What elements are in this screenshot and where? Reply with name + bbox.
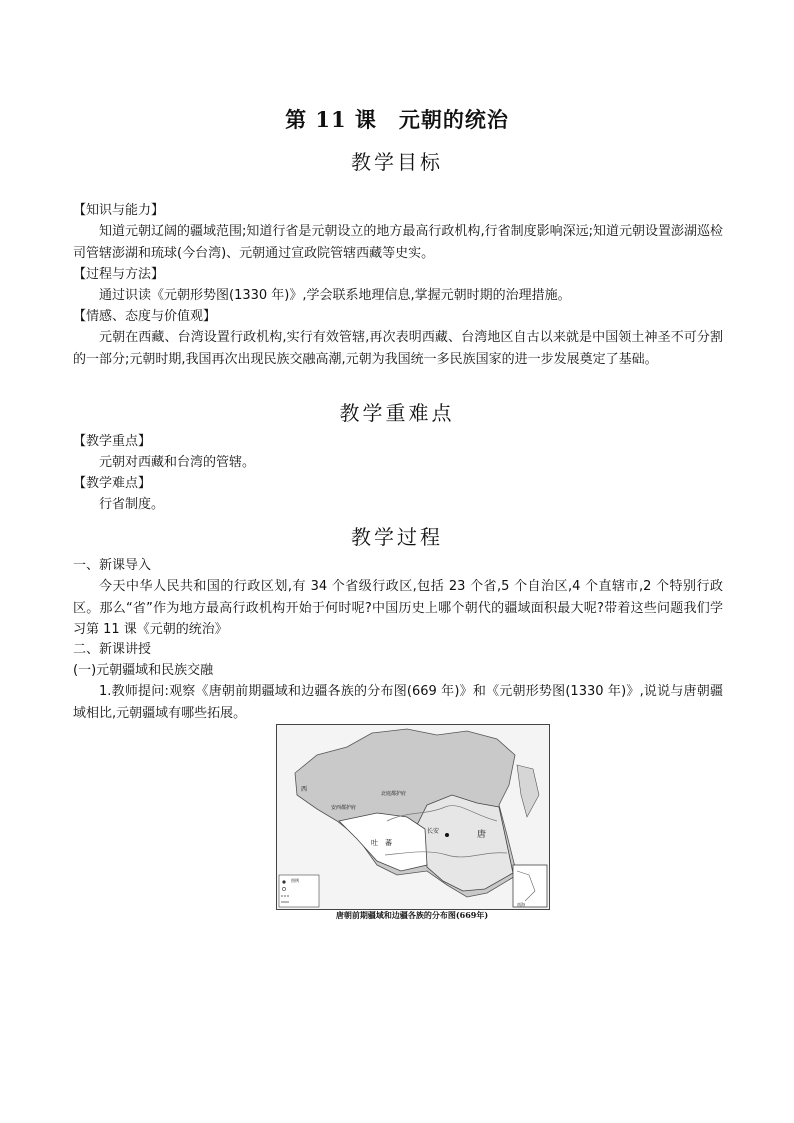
lecture-label: 二、新课讲授 [73,642,152,657]
key-point-label: 【教学重点】 [73,434,152,449]
knowledge-label: 【知识与能力】 [73,203,165,218]
tang-territory-map [276,724,550,910]
legend-title: 图例 [291,878,299,883]
difficult-point-label: 【教学难点】 [73,476,152,491]
process-heading: 教学过程 [351,525,443,549]
map-caption: 唐朝前期疆域和边疆各族的分布图(669年) [335,910,489,920]
changan-label: 长安 [427,828,440,835]
subsection-label: (一)元朝疆域和民族交融 [73,663,214,678]
tubo-label: 吐 蕃 [371,839,392,847]
step1-text: 1.教师提问:观察《唐朝前期疆域和边疆各族的分布图(669 年)》和《元朝形势图(1330 年)》,说说与唐朝疆域相比,元朝疆域有哪些拓展。 [73,684,723,721]
key-point-text: 元朝对西藏和台湾的管辖。 [99,455,256,470]
keypoints-heading: 教学重难点 [339,401,455,425]
anxi-label: 安西都护府 [331,805,357,811]
beiting-label: 北庭都护府 [381,791,407,797]
tang-label: 唐 [477,830,487,840]
intro-label: 一、新课导入 [73,558,152,573]
process-method-label: 【过程与方法】 [73,267,165,282]
values-text: 元朝在西藏、台湾设置行政机构,实行有效管辖,再次表明西藏、台湾地区自古以来就是中国领土神圣不可分割的一部分;元朝时期,我国再次出现民族交融高潮,元朝为我国统一多民族国家的进一步发展奠定了基础。 [73,330,723,367]
south-sea-label: 南海 [517,902,525,907]
process-method-text: 通过识读《元朝形势图(1330 年)》,学会联系地理信息,掌握元朝时期的治理措施。 [99,288,571,303]
west-label: 西 [301,786,308,793]
map-graphic [277,725,549,909]
intro-text: 今天中华人民共和国的行政区划,有 34 个省级行政区,包括 23 个省,5 个自治区,4 个直辖市,2 个特别行政区。那么“省”作为地方最高行政机构开始于何时呢?中国历史上哪个朝代的疆域面积最大呢?带着这些问题我们学习第 11 课《元朝的统治》 [73,579,723,637]
values-label: 【情感、态度与价值观】 [73,309,217,324]
changan-marker [445,833,449,837]
objectives-heading: 教学目标 [351,150,443,174]
difficult-point-text: 行省制度。 [99,497,165,512]
knowledge-text: 知道元朝辽阔的疆域范围;知道行省是元朝设立的地方最高行政机构,行省制度影响深远;知道元朝设置澎湖巡检司管辖澎湖和琉球(今台湾)、元朝通过宣政院管辖西藏等史实。 [73,224,723,261]
lesson-title: 第 11 课 元朝的统治 [285,107,509,132]
